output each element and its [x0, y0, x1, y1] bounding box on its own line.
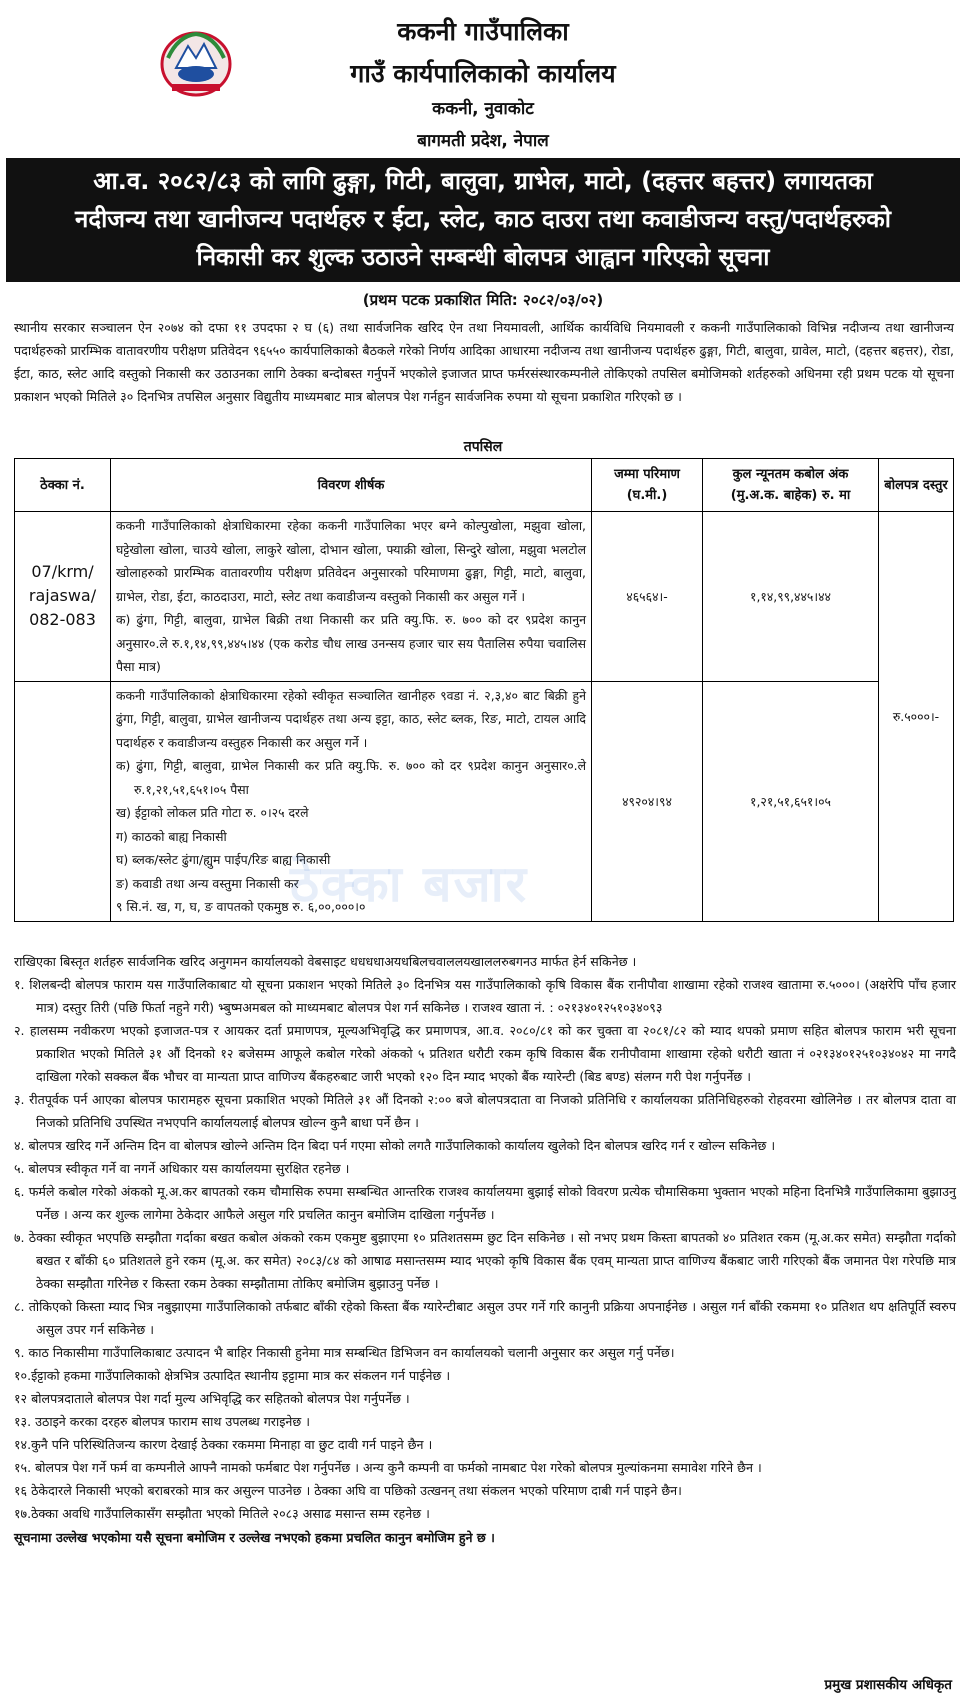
condition-item: ६. फर्मले कबोल गरेको अंकको मू.अ.कर बापतको रकम चौमासिक रुपमा सम्बन्धित आन्तरिक राजश्व कार्यालयमा बुझाई सोको विवरण प्रत्येक चौमासिकमा भुक्तान भएको महिना दिनभित्रै गाउँपालिकामा बुझाउनु पर्नेछ । अन्य कर शुल्क लागेमा ठेकेदार आफैले असुल गरि प्रचलित कानुन बमोजिम दाखिला गर्नुपर्नेछ ।: [14, 1184, 956, 1222]
condition-item: १. शिलबन्दी बोलपत्र फाराम यस गाउँपालिकाबाट यो सूचना प्रकाशन भएको मितिले ३० दिनभित्र यस गाउँपालिकाको कृषि विकास बैंक रानीपौवा शाखामा रहेको राजश्व खातामा रु.५०००। (अक्षरेपि पाँच हजार मात्र) दस्तुर तिरी (पछि फिर्ता नहुने गरी) भ्बुष्मअमबल को माध्यमबाट बोलपत्र पेश गर्न सकिनेछ । राजश्व खाता नं. : ०२१३४०१२५१०३४०९३: [14, 977, 956, 1015]
row-2-quantity: ४९२०४।९४: [592, 681, 703, 921]
header-min-amount: कुल न्यूनतम कबोल अंक (मु.अ.क. बाहेक) रु. मा: [703, 459, 879, 512]
condition-item: १६ ठेकेदारले निकासी भएको बराबरको मात्र कर असुल्न पाउनेछ । ठेक्का अघि वा पछिको उत्खनन् तथा संकलन भएको परिमाण दाबी गर्न पाइने छैन।: [14, 1483, 682, 1498]
province-country: बागमती प्रदेश, नेपाल: [417, 131, 549, 151]
bid-fee-value: रु.५०००।-: [879, 512, 954, 922]
title-line-2: नदीजन्य तथा खानीजन्य पदार्थहरु र ईटा, स्लेट, काठ दाउरा तथा कवाडीजन्य वस्तु/पदार्थहरुको: [75, 205, 891, 233]
title-line-3: निकासी कर शुल्क उठाउने सम्बन्धी बोलपत्र आह्वान गरिएको सूचना: [196, 243, 770, 271]
header-contract-no: ठेक्का नं.: [15, 459, 111, 512]
condition-item: ४. बोलपत्र खरिद गर्ने अन्तिम दिन वा बोलपत्र खोल्ने अन्तिम दिन बिदा पर्न गएमा सोको लगतै गाउँपालिकाको कार्यालय खुलेको दिन बोलपत्र खरिद गर्न र खोल्न सकिनेछ ।: [14, 1138, 776, 1153]
condition-item: १७.ठेक्का अवधि गाउँपालिकासँग सम्झौता भएको मितिले २०८३ असाढ मसान्त सम्म रहनेछ ।: [14, 1506, 430, 1521]
condition-item: १०.ईट्टाको हकमा गाउँपालिकाको क्षेत्रभित्र उत्पादित स्थानीय इट्टामा मात्र कर संकलन गर्न पाईनेछ ।: [14, 1368, 451, 1383]
contract-number-continued: [15, 681, 111, 921]
letterhead: [0, 0, 966, 155]
row-2-main-text: ककनी गाउँपालिकाको क्षेत्राधिकारमा रहेको स्वीकृत सञ्चालित खानीहरु ९वडा नं. २,३,४० बाट बिक्री हुने ढुंगा, गिट्टी, बालुवा, ग्राभेल खानीजन्य पदार्थहरु तथा अन्य इट्टा, काठ, स्लेट ब्लक, रिङ, माटो, टायल आदि पदार्थहरु र कवाडीजन्य वस्तुहरु निकासी कर असुल गर्ने ।: [116, 687, 586, 750]
office-name: गाउँ कार्यपालिकाको कार्यालय: [350, 59, 616, 88]
header-quantity: जम्मा परिमाण (घ.मी.): [592, 459, 703, 512]
condition-item: १३. उठाइने करका दरहरु बोलपत्र फाराम साथ उपलब्ध गराइनेछ ।: [14, 1414, 310, 1429]
condition-item: ७. ठेक्का स्वीकृत भएपछि सम्झौता गर्दाका बखत कबोल अंकको रकम एकमुष्ट बुझाएमा १० प्रतिशतसम्म छुट दिन सकिनेछ । सो नभए प्रथम किस्ता बापतको ४० प्रतिशत रकम (मू.अ.कर समेत) सम्झौता गर्दाको बखत र बाँकी ६० प्रतिशतले हुने रकम (मू.अ. कर समेत) २०८३/८४ को आषाढ मसान्तसम्म म्याद भएको कृषि विकास बैंक एवम् मान्यता प्राप्त वाणिज्य बैंकबाट जारी गरिएको बैंक जमानत पेश गरेपछि मात्र ठेक्का सम्झौता गरिनेछ र किस्ता रकम ठेक्का सम्झौतामा तोकिए बमोजिम बुझाउनु पर्नेछ ।: [14, 1230, 956, 1291]
condition-item: १२ बोलपत्रदाताले बोलपत्र पेश गर्दा मुल्य अभिवृद्धि कर सहितको बोलपत्र पेश गर्नुपर्नेछ ।: [14, 1391, 410, 1406]
condition-item: ९. काठ निकासीमा गाउँपालिकाबाट उत्पादन भै बाहिर निकासी हुनेमा मात्र सम्बन्धित डिभिजन वन कार्यालयको चलानी अनुसार कर असुल गर्नु पर्नेछ।: [14, 1345, 675, 1360]
condition-item: १४.कुनै पनि परिस्थितिजन्य कारण देखाई ठेक्का रकममा मिनाहा वा छुट दावी गर्न पाइने छैन ।: [14, 1437, 433, 1452]
row-2-item-nga: ङ) कवाडी तथा अन्य वस्तुमा निकासी कर: [116, 875, 299, 891]
watermark: ठेक्का बजार: [290, 855, 529, 913]
title-line-1: आ.व. २०८२/८३ को लागि ढुङ्गा, गिटी, बालुवा, ग्राभेल, माटो, (दहत्तर बहत्तर) लगायतका: [93, 167, 873, 195]
condition-intro: राखिएका बिस्तृत शर्तहरु सार्वजनिक खरिद अनुगमन कार्यालयको वेबसाइट धधधधाअयधबिलचवाललयखाललरुबगनउ मार्फत हेर्न सकिनेछ ।: [14, 954, 637, 969]
row-2-item-gha: घ) ब्लक/स्लेट ढुंगा/ह्युम पाईप/रिङ बाह्य निकासी: [116, 852, 331, 867]
header-bid-fee: बोलपत्र दस्तुर: [879, 459, 954, 512]
row-2-item-lumpsum: ९ सि.नं. ख, ग, घ, ङ वापतको एकमुष्ठ रु. ६,००,०००।०: [116, 899, 366, 914]
table-header-row: [15, 459, 954, 512]
conditions-list: [14, 950, 956, 1549]
closing-note: सूचनामा उल्लेख भएकोमा यसै सूचना बमोजिम र उल्लेख नभएको हकमा प्रचलित कानुन बमोजिम हुने छ ।: [14, 1530, 495, 1545]
row-1-description: [111, 512, 592, 682]
row-2-min-amount: १,२१,५१,६५१।०५: [703, 681, 879, 921]
row-2-item-ka: क) ढुंगा, गिट्टी, बालुवा, ग्राभेल निकासी कर प्रति क्यु.फि. रु. ७०० को दर ९प्रदेश कानुन अनुसार०.ले रु.१,२१,५१,६५१।०५ पैसा: [116, 758, 586, 797]
office-address: ककनी, नुवाकोट: [432, 99, 534, 119]
row-2-item-ga: ग) काठको बाह्य निकासी: [116, 828, 227, 844]
intro-paragraph: स्थानीय सरकार सञ्चालन ऐन २०७४ को दफा ११ उपदफा २ घ (६) तथा सार्वजनिक खरिद ऐन तथा नियमावली, आर्थिक कार्यविधि नियमावली र ककनी गाउँपालिकाको विभिन्न नदीजन्य तथा खानीजन्य पदार्थहरुको प्रारम्भिक वातावरणीय परीक्षण प्रतिवेदन ९६५५० कार्यपालिकाको बैठकले गरेको निर्णय आदिका आधारमा नदीजन्य तथा खानीजन्य पदार्थहरु ढुङ्गा, गिटी, बालुवा, ग्रावेल, माटो, (दहत्तर बहत्तर), रोडा, ईटा, काठ, स्लेट आदि वस्तुको निकासी कर उठाउनका लागि ठेक्का बन्दोबस्त गर्नुपर्ने भएकोले इजाजत प्राप्त फर्मरसंस्थारकम्पनीले तोकिएको तपसिल बमोजिमको शर्तहरुको अधिनमा रही प्रथम पटक यो सूचना प्रकाशन भएको मितिले ३० दिनभित्र तपसिल अनुसार विद्युतीय माध्यमबाट मात्र बोलपत्र पेश गर्नहुन सार्वजनिक रुपमा यो सूचना प्रकाशित गरिएको छ ।: [14, 320, 954, 404]
row-1-main-text: ककनी गाउँपालिकाको क्षेत्राधिकारमा रहेका ककनी गाउँपालिका भएर बग्ने कोल्पुखोला, मझुवा खोला, घट्टेखोला खोला, चाउये खोला, लाकुरे खोला, दोभान खोला, फ्याक्री खोला, सिन्दुरे खोला, मझुवा भलटोल खोलाहरुको प्रारम्भिक वातावरणीय परीक्षण प्रतिवेदन अनुसारको परिमाणमा ढुङ्गा, गिट्टी, माटो, बालुवा, ग्राभेल, रोडा, ईटा, काठदाउरा, माटो, स्लेट तथा कवाडीजन्य वस्तुको निकासी कर असुल गर्ने ।: [116, 518, 586, 604]
schedule-title: तपसिल: [463, 439, 503, 455]
condition-item: १५. बोलपत्र पेश गर्ने फर्म वा कम्पनीले आफ्नै नामको फर्मबाट पेश गर्नुपर्नेछ । अन्य कुनै कम्पनी वा फर्मको नामबाट पेश गरेको बोलपत्र मुल्यांकनमा समावेश गरिने छैन ।: [14, 1460, 762, 1475]
signatory-title: प्रमुख प्रशासकीय अधिकृत: [824, 1677, 952, 1693]
header-description: विवरण शीर्षक: [111, 459, 592, 512]
notice-title-banner: [6, 158, 960, 282]
condition-item: ५. बोलपत्र स्वीकृत गर्ने वा नगर्ने अधिकार यस कार्यालयमा सुरक्षित रहनेछ ।: [14, 1161, 350, 1176]
row-2-item-kha: ख) ईट्टाको लोकल प्रति गोटा रु. ०।२५ दरले: [116, 805, 309, 820]
contract-number: 07/krm/ rajaswa/ 082-083: [15, 512, 111, 682]
row-1-item-ka: क) ढुंगा, गिट्टी, बालुवा, ग्राभेल बिक्री तथा निकासी कर प्रति क्यु.फि. रु. ७०० को दर ९प्रदेश कानुन अनुसार०.ले रु.१,१४,९९,४४५।४४ (एक करोड चौध लाख उनन्सय हजार चार सय पैतालिस रुपैया चवालिस पैसा मात्र): [116, 612, 586, 674]
condition-item: २. हालसम्म नवीकरण भएको इजाजत-पत्र र आयकर दर्ता प्रमाणपत्र, मूल्यअभिवृद्धि कर प्रमाणपत्र, आ.व. २०८०/८१ को कर चुक्ता वा २०८१/८२ को म्याद थपको प्रमाण सहित बोलपत्र फाराम भरी सूचना प्रकाशित भएको मितिले ३१ औं दिनको १२ बजेसम्म आफूले कबोल गरेको अंकको ५ प्रतिशत धरौटी रकम कृषि विकास बैंक रानीपौवामा शाखामा रहेको धरौटी खाता नं ०२१३४०१२५१०३४०४२ मा नगदै दाखिला गरेको सक्कल बैंक भौचर वा मान्यता प्राप्त वाणिज्य बैंकहरुबाट जारी भएको १२० दिन म्याद भएको बैंक ग्यारेन्टी (बिड बण्ड) संलग्न गरी पेश गर्नुपर्नेछ ।: [14, 1023, 956, 1084]
condition-item: ८. तोकिएको किस्ता म्याद भित्र नबुझाएमा गाउँपालिकाको तर्फबाट बाँकी रहेको किस्ता बैंक ग्यारेन्टीबाट असुल उपर गर्ने गरि कानुनी प्रक्रिया अपनाईनेछ । असुल गर्न बाँकी रकममा १० प्रतिशत थप क्षतिपूर्ति स्वरुप असुल उपर गर्न सकिनेछ ।: [14, 1299, 956, 1337]
condition-item: ३. रीतपूर्वक पर्न आएका बोलपत्र फारामहरु सूचना प्रकाशित भएको मितिले ३१ औं दिनको २:०० बजे बोलपत्रदाता वा निजको प्रतिनिधि र कार्यालयका प्रतिनिधिहरुको रोहवरमा खोलिनेछ । तर बोलपत्र दाता वा निजको प्रतिनिधि उपस्थित नभएपनि कार्यालयलाई बोलपत्र खोल्न कुनै बाधा पर्ने छैन ।: [14, 1092, 956, 1130]
table-row: [15, 512, 954, 682]
municipality-name: ककनी गाउँपालिका: [397, 17, 569, 46]
row-1-quantity: ४६५६४।-: [592, 512, 703, 682]
row-1-min-amount: १,१४,९९,४४५।४४: [703, 512, 879, 682]
publication-date: (प्रथम पटक प्रकाशित मिति: २०८२/०३/०२): [362, 291, 604, 309]
